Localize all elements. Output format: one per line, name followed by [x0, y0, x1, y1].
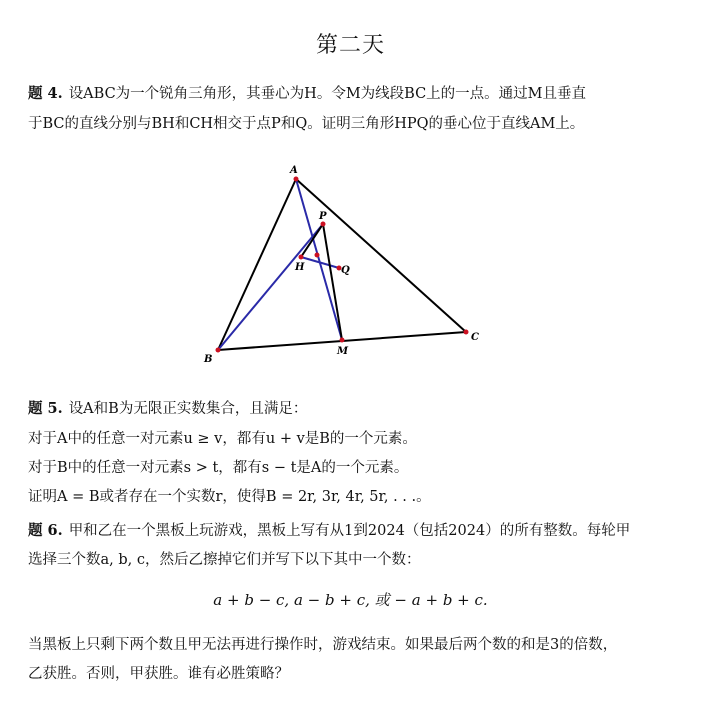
point-intersection: [315, 253, 320, 258]
segment-am: [296, 179, 342, 340]
problem5-line3: 对于B中的任意一对元素s > t，都有s − t是A的一个元素。: [28, 460, 409, 476]
point-a: [294, 177, 299, 182]
label-a: A: [290, 165, 298, 176]
problem4-text1: 设ABC为一个锐角三角形，其垂心为H。令M为线段BC上的一点。通过M且垂直: [68, 86, 587, 102]
problem6-text1: 甲和乙在一个黑板上玩游戏，黑板上写有从1到2024（包括2024）的所有整数。每轮甲: [68, 523, 631, 539]
label-m: M: [337, 346, 349, 357]
label-h: H: [295, 262, 305, 273]
problem5-label: 题 5.: [28, 400, 63, 417]
label-q: Q: [341, 265, 350, 276]
problem6-line2: 选择三个数a, b, c，然后乙擦掉它们并写下以下其中一个数：: [28, 552, 421, 568]
label-c: C: [471, 332, 479, 343]
problem5-line2: 对于A中的任意一对元素u ≥ v，都有u + v是B的一个元素。: [28, 431, 417, 447]
point-b: [216, 348, 221, 353]
problem6-line4: 乙获胜。否则，甲获胜。谁有必胜策略？: [28, 666, 289, 682]
point-c: [464, 330, 469, 335]
side-ab: [218, 179, 296, 350]
point-p: [321, 222, 326, 227]
problem4-label: 题 4.: [28, 85, 63, 102]
problem5-line4: 证明A = B或者存在一个实数r，使得B = 2r, 3r, 4r, 5r, . . .。: [28, 489, 431, 505]
problem6-line3: 当黑板上只剩下两个数且甲无法再进行操作时，游戏结束。如果最后两个数的和是3的倍数，: [28, 637, 618, 653]
problem6-formula: a + b − c, a − b + c, 或 − a + b + c.: [213, 591, 488, 609]
problem6-label: 题 6.: [28, 522, 63, 539]
segment-bp: [218, 224, 323, 350]
problem4-line2: 于BC的直线分别与BH和CH相交于点P和Q。证明三角形HPQ的垂心位于直线AM上。: [28, 116, 585, 132]
page-title: 第二天: [315, 33, 385, 58]
problem5-line1: [28, 397, 307, 418]
label-p: P: [319, 211, 327, 222]
point-h: [299, 255, 304, 260]
segment-hp: [301, 224, 323, 257]
side-ac: [296, 179, 466, 332]
point-m: [340, 338, 345, 343]
label-b: B: [204, 354, 213, 365]
problem6-line1: [28, 519, 630, 540]
problem5-text1: 设A和B为无限正实数集合，且满足：: [68, 401, 308, 417]
